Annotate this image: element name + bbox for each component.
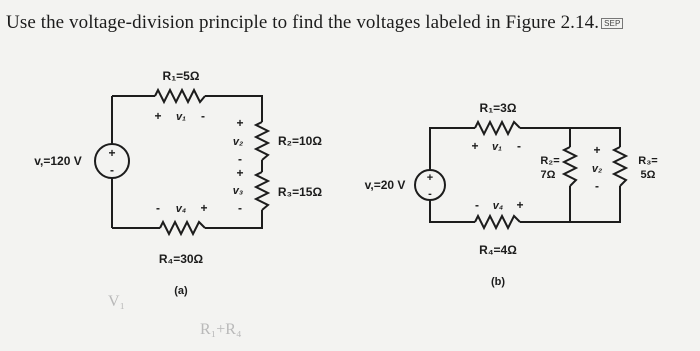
circuit-a-v3-minus: - xyxy=(238,201,242,215)
circuit-b-v1-minus: - xyxy=(517,139,521,153)
circuit-b-r1-resistor xyxy=(475,122,520,134)
circuit-a-caption: (a) xyxy=(174,285,188,297)
circuit-b-r1-label: R₁=3Ω xyxy=(479,101,517,115)
circuit-b-r2-label: R₂= xyxy=(540,155,560,167)
circuit-a-v4-minus: - xyxy=(156,201,160,215)
circuit-a-r4-label: R₄=30Ω xyxy=(158,252,204,266)
circuit-b-v4-minus: - xyxy=(475,198,479,212)
circuit-a-r1-label: R₁=5Ω xyxy=(162,69,200,83)
ghost-handwriting-bottom: R₁+R₄ xyxy=(200,321,242,338)
circuit-a-r2-resistor xyxy=(256,122,268,160)
circuit-b-r3-resistor xyxy=(614,147,626,186)
circuit-b-source-minus: - xyxy=(428,188,432,200)
circuit-a-source-minus: - xyxy=(110,163,114,177)
circuit-a-r4-resistor xyxy=(160,222,205,234)
circuit-b-v2-label: v₂ xyxy=(591,163,603,175)
circuit-a-v2-label: v₂ xyxy=(232,136,244,148)
circuit-b-v4-label: v₄ xyxy=(492,200,504,212)
circuit-b-r2-value: 7Ω xyxy=(540,169,556,181)
circuit-a-v4-label: v₄ xyxy=(175,203,187,215)
circuit-b-v4-plus: + xyxy=(516,198,524,212)
circuit-a-r3-resistor xyxy=(256,172,268,210)
circuit-a-v2-plus: + xyxy=(236,116,244,130)
problem-text: Use the voltage-division principle to find the voltages labeled in Figure 2.14. xyxy=(6,12,600,33)
circuit-b-r3-label: R₃= xyxy=(638,155,658,167)
circuit-b-r2-resistor xyxy=(564,147,576,186)
circuit-a-source-plus: + xyxy=(108,146,116,160)
circuit-a xyxy=(34,69,322,297)
circuit-b-v1-plus: + xyxy=(471,139,479,153)
circuit-a-v4-plus: + xyxy=(200,201,208,215)
circuit-a-r1-resistor xyxy=(155,90,205,102)
circuit-b-v2-plus: + xyxy=(593,143,601,157)
circuit-b xyxy=(365,101,658,288)
circuit-b-v2-minus: - xyxy=(595,179,599,193)
circuit-b-r3-value: 5Ω xyxy=(640,169,656,181)
circuit-a-r3-label: R₃=15Ω xyxy=(277,185,323,199)
circuit-b-source-plus: + xyxy=(426,172,434,184)
circuit-a-r2-label: R₂=10Ω xyxy=(278,134,322,148)
circuit-b-r4-label: R₄=4Ω xyxy=(479,243,517,257)
circuit-b-source-label: v,=20 V xyxy=(364,178,406,192)
circuit-a-v1-label: v₁ xyxy=(176,111,186,123)
circuit-b-r4-resistor xyxy=(475,216,520,228)
circuit-b-v1-label: v₁ xyxy=(492,141,502,153)
ghost-handwriting-left: V₁ xyxy=(108,293,126,310)
sep-tag: SEP xyxy=(601,18,623,29)
circuit-a-v1-plus: + xyxy=(154,109,162,123)
circuit-a-v3-plus: + xyxy=(236,166,244,180)
circuit-a-v1-minus: - xyxy=(201,109,205,123)
circuit-a-source-label: v,=120 V xyxy=(34,154,82,168)
circuit-b-bottom-wire xyxy=(430,186,620,222)
circuit-a-v3-label: v₃ xyxy=(232,185,244,197)
circuit-a-v2-minus: - xyxy=(238,152,242,166)
circuit-b-caption: (b) xyxy=(490,276,506,288)
